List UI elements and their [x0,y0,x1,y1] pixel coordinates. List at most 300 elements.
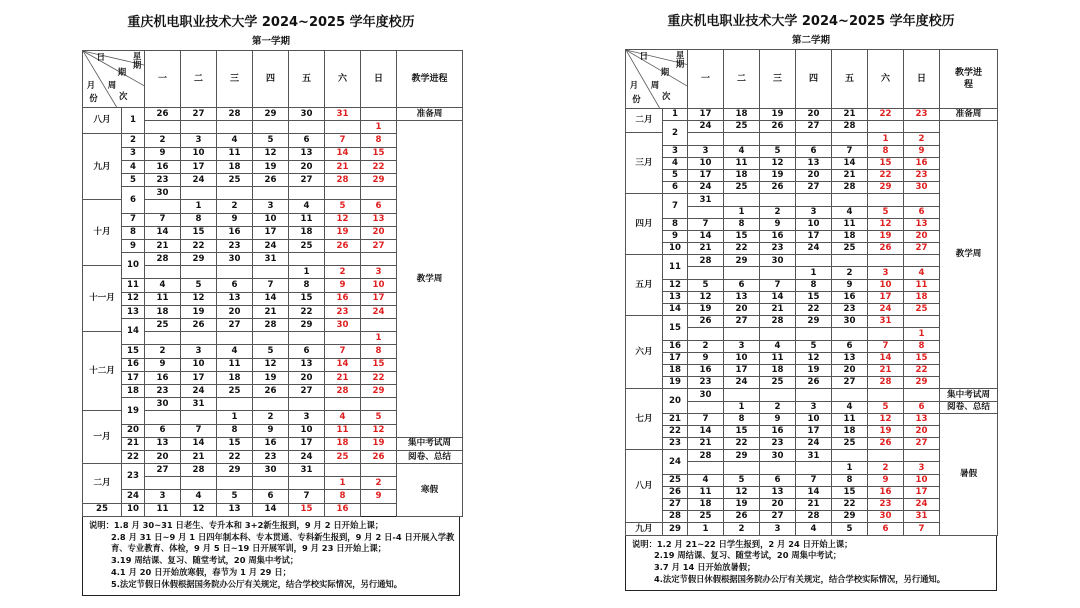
week-number: 24 [663,450,688,474]
day-cell: 5 [253,345,289,358]
day-cell [253,398,289,411]
month-cell: 九月 [626,523,663,535]
day-cell: 17 [181,160,217,173]
day-cell [724,194,760,206]
day-cell: 13 [217,503,253,516]
day-cell: 25 [724,182,760,194]
day-cell: 11 [832,413,868,425]
day-cell: 27 [904,438,940,450]
day-cell: 27 [289,173,325,186]
corner-label-month: 月 [629,79,639,90]
day-cell: 21 [832,169,868,181]
week-number: 16 [663,340,688,352]
day-cell: 13 [904,218,940,230]
week-number: 28 [663,511,688,523]
day-cell [325,464,361,477]
week-number: 24 [122,490,145,503]
day-cell: 20 [904,230,940,242]
day-cell: 17 [724,364,760,376]
day-cell: 14 [760,291,796,303]
day-cell: 17 [868,291,904,303]
day-cell [217,187,253,200]
day-cell: 16 [760,230,796,242]
day-cell [289,332,325,345]
day-cell: 9 [760,413,796,425]
day-cell: 29 [361,384,397,397]
day-cell: 22 [724,438,760,450]
day-cell: 10 [122,503,145,516]
day-cell [796,328,832,340]
day-cell [832,328,868,340]
week-number: 18 [663,364,688,376]
day-cell: 5 [217,490,253,503]
day-cell: 4 [832,206,868,218]
day-cell: 16 [325,503,361,516]
day-cell: 15 [289,292,325,305]
day-cell [760,194,796,206]
day-cell: 12 [868,218,904,230]
corner-header-cell [626,50,688,109]
day-cell: 3 [760,523,796,535]
day-cell: 1 [796,267,832,279]
day-cell: 28 [688,255,724,267]
day-cell [724,389,760,401]
corner-label-term: 期 [660,66,670,77]
day-cell: 4 [832,401,868,413]
progress-cell: 教学周 [397,121,463,438]
day-cell: 1 [724,206,760,218]
day-cell: 21 [688,243,724,255]
day-cell: 10 [361,279,397,292]
day-cell: 12 [688,291,724,303]
day-cell: 5 [325,200,361,213]
day-cell: 7 [904,523,940,535]
day-cell: 20 [832,364,868,376]
day-cell: 15 [181,226,217,239]
day-cell: 30 [868,511,904,523]
day-cell: 20 [796,169,832,181]
day-cell: 5 [688,279,724,291]
day-cell: 25 [325,450,361,463]
day-cell: 3 [145,490,181,503]
day-cell [289,253,325,266]
day-cell: 9 [145,147,181,160]
day-cell [361,319,397,332]
day-cell: 24 [796,438,832,450]
day-cell: 20 [724,304,760,316]
day-cell [832,450,868,462]
day-cell: 17 [181,371,217,384]
day-cell [724,133,760,145]
day-cell: 21 [181,450,217,463]
day-cell [832,194,868,206]
day-cell: 3 [796,206,832,218]
day-cell: 11 [217,147,253,160]
month-cell: 五月 [626,255,663,316]
day-cell: 29 [289,319,325,332]
week-number: 10 [122,253,145,279]
day-cell: 20 [145,450,181,463]
day-cell: 21 [868,364,904,376]
week-number: 3 [122,147,145,160]
day-cell [289,477,325,490]
day-cell: 2 [724,523,760,535]
day-cell: 16 [145,371,181,384]
day-cell: 24 [724,377,760,389]
day-cell: 10 [796,218,832,230]
day-cell: 3 [181,345,217,358]
day-cell [181,477,217,490]
calendar-row [626,121,998,133]
corner-label-day: 日 [96,52,105,63]
progress-header: 教学进程 [397,51,463,108]
day-cell: 11 [145,292,181,305]
day-cell: 19 [181,305,217,318]
calendar-title: 重庆机电职业技术大学 2024~2025 学年度校历 [127,15,415,30]
corner-label-week: 周 [107,79,117,90]
day-cell: 10 [688,157,724,169]
day-cell: 30 [760,255,796,267]
weekday-header: 日 [904,50,940,109]
month-cell: 九月 [83,134,122,200]
day-cell: 19 [760,109,796,121]
note-line: 5.法定节假日休假根据国务院办公厅有关规定，结合学校实际情况，另行通知。 [111,578,403,589]
day-cell: 31 [325,108,361,121]
day-cell: 11 [325,424,361,437]
day-cell: 18 [217,371,253,384]
day-cell: 29 [253,108,289,121]
day-cell: 24 [688,182,724,194]
day-cell: 13 [145,437,181,450]
day-cell [325,121,361,134]
day-cell: 24 [688,121,724,133]
day-cell [361,108,397,121]
week-number: 12 [663,279,688,291]
day-cell: 16 [217,226,253,239]
corner-label-fen: 份 [632,93,641,104]
day-cell: 7 [145,213,181,226]
day-cell: 3 [904,462,940,474]
day-cell: 22 [724,243,760,255]
day-cell: 20 [217,305,253,318]
day-cell: 13 [289,147,325,160]
day-cell: 16 [688,364,724,376]
weekday-header: 二 [724,50,760,109]
day-cell: 7 [796,474,832,486]
day-cell: 30 [145,398,181,411]
day-cell [760,389,796,401]
progress-cell: 教学周 [940,121,998,389]
day-cell: 7 [868,340,904,352]
day-cell: 25 [289,239,325,252]
day-cell [904,316,940,328]
semester-subtitle: 第二学期 [791,35,830,46]
day-cell: 20 [760,499,796,511]
day-cell: 22 [217,450,253,463]
day-cell [868,255,904,267]
day-cell: 13 [796,157,832,169]
corner-label-ci: 次 [661,91,671,102]
day-cell [325,398,361,411]
day-cell: 1 [361,121,397,134]
corner-label-week: 周 [650,79,660,90]
month-cell: 八月 [626,450,663,523]
note-line: 说明：1.8 月 30~31 日老生、专升本和 3+2新生报到，9 月 2 日开始上课； [89,519,384,530]
day-cell: 7 [181,424,217,437]
calendar-row [83,464,463,477]
day-cell: 3 [724,340,760,352]
day-cell: 5 [724,474,760,486]
progress-cell: 准备周 [940,109,998,121]
day-cell: 4 [217,134,253,147]
day-cell: 22 [868,109,904,121]
day-cell [796,389,832,401]
week-number: 12 [122,292,145,305]
day-cell [145,121,181,134]
day-cell: 2 [361,477,397,490]
day-cell: 5 [760,145,796,157]
day-cell: 27 [289,384,325,397]
day-cell: 31 [904,511,940,523]
day-cell: 21 [688,438,724,450]
day-cell [688,267,724,279]
day-cell: 15 [832,486,868,498]
day-cell: 15 [904,352,940,364]
day-cell: 23 [868,499,904,511]
week-number: 6 [663,182,688,194]
day-cell: 25 [760,377,796,389]
day-cell [145,332,181,345]
week-number: 20 [663,389,688,413]
day-cell: 31 [289,464,325,477]
day-cell: 30 [904,182,940,194]
day-cell: 26 [325,239,361,252]
day-cell: 16 [760,425,796,437]
day-cell [217,332,253,345]
day-cell: 15 [868,157,904,169]
day-cell: 23 [832,304,868,316]
calendar-row [83,108,463,121]
day-cell: 4 [760,340,796,352]
day-cell: 13 [289,358,325,371]
day-cell: 19 [868,230,904,242]
week-number: 14 [663,304,688,316]
month-cell: 六月 [626,316,663,389]
day-cell: 9 [361,490,397,503]
calendar-row [83,450,463,463]
day-cell: 23 [904,109,940,121]
day-cell: 13 [361,213,397,226]
calendar-row [626,413,998,425]
day-cell [832,389,868,401]
day-cell [868,389,904,401]
day-cell: 3 [796,401,832,413]
month-cell: 八月 [83,108,122,134]
day-cell: 21 [145,239,181,252]
day-cell: 24 [181,384,217,397]
day-cell: 2 [145,134,181,147]
calendar-row [626,109,998,121]
day-cell: 18 [832,230,868,242]
day-cell: 16 [832,291,868,303]
day-cell: 27 [904,243,940,255]
day-cell: 9 [688,352,724,364]
day-cell: 27 [361,239,397,252]
day-cell: 26 [181,319,217,332]
week-number: 7 [122,213,145,226]
day-cell: 28 [325,173,361,186]
day-cell: 3 [253,200,289,213]
day-cell: 13 [760,486,796,498]
day-cell: 18 [724,169,760,181]
day-cell: 24 [181,173,217,186]
day-cell: 22 [289,305,325,318]
day-cell: 6 [796,145,832,157]
day-cell: 9 [868,474,904,486]
day-cell: 31 [253,253,289,266]
day-cell: 27 [796,182,832,194]
progress-cell: 准备周 [397,108,463,121]
month-cell: 十月 [83,200,122,266]
day-cell: 28 [796,511,832,523]
day-cell: 11 [832,218,868,230]
day-cell: 19 [253,371,289,384]
day-cell: 8 [724,218,760,230]
day-cell: 30 [253,464,289,477]
day-cell [832,133,868,145]
day-cell: 4 [724,145,760,157]
weekday-header: 四 [796,50,832,109]
calendar-title: 重庆机电职业技术大学 2024~2025 学年度校历 [667,14,955,29]
day-cell: 18 [760,364,796,376]
day-cell: 29 [868,182,904,194]
day-cell: 14 [325,147,361,160]
day-cell: 11 [217,358,253,371]
day-cell: 15 [724,230,760,242]
day-cell [361,398,397,411]
day-cell: 28 [832,182,868,194]
day-cell: 2 [868,462,904,474]
day-cell: 14 [868,352,904,364]
day-cell: 7 [832,145,868,157]
day-cell: 26 [760,182,796,194]
day-cell: 2 [253,411,289,424]
day-cell: 12 [796,352,832,364]
day-cell: 28 [760,316,796,328]
header-row [83,51,463,108]
note-line: 3.7 月 14 日开始放暑假； [654,562,756,573]
day-cell: 22 [796,304,832,316]
day-cell: 28 [688,450,724,462]
day-cell: 20 [361,226,397,239]
week-number: 20 [122,424,145,437]
day-cell [145,200,181,213]
day-cell [688,328,724,340]
day-cell: 5 [181,279,217,292]
day-cell: 16 [253,437,289,450]
day-cell: 31 [181,398,217,411]
day-cell: 12 [724,486,760,498]
weekday-header: 五 [832,50,868,109]
day-cell [760,133,796,145]
calendar-table [625,49,998,536]
day-cell: 2 [760,401,796,413]
day-cell: 4 [145,279,181,292]
day-cell: 8 [796,279,832,291]
day-cell: 16 [904,157,940,169]
day-cell: 18 [325,437,361,450]
calendar-notes [625,536,997,591]
day-cell [868,328,904,340]
day-cell: 1 [181,200,217,213]
day-cell: 17 [289,437,325,450]
day-cell [289,121,325,134]
day-cell [724,462,760,474]
week-number: 27 [663,499,688,511]
day-cell [253,121,289,134]
day-cell: 25 [145,319,181,332]
day-cell: 29 [724,255,760,267]
day-cell: 20 [796,109,832,121]
day-cell [253,477,289,490]
weekday-header: 一 [145,51,181,108]
day-cell: 5 [832,523,868,535]
day-cell [760,267,796,279]
day-cell: 5 [868,206,904,218]
calendar-notes [82,517,460,596]
note-line: 4.1 月 20 日开始放寒假，春节为 1 月 29 日； [111,566,291,577]
day-cell: 31 [796,450,832,462]
day-cell: 25 [688,511,724,523]
day-cell: 10 [289,424,325,437]
day-cell: 10 [724,352,760,364]
week-number: 26 [663,486,688,498]
day-cell: 23 [145,384,181,397]
day-cell [724,267,760,279]
week-number: 11 [122,279,145,292]
week-number: 7 [663,194,688,218]
day-cell: 2 [217,200,253,213]
day-cell: 17 [688,169,724,181]
day-cell: 19 [253,160,289,173]
corner-label-month: 月 [86,79,96,90]
day-cell: 13 [832,352,868,364]
day-cell: 14 [253,503,289,516]
day-cell: 12 [181,503,217,516]
day-cell: 10 [181,147,217,160]
day-cell [145,477,181,490]
day-cell: 26 [253,173,289,186]
week-number: 22 [663,425,688,437]
day-cell [904,121,940,133]
progress-cell: 寒假 [397,464,463,517]
day-cell: 6 [361,200,397,213]
day-cell: 2 [904,133,940,145]
day-cell: 8 [832,474,868,486]
day-cell: 8 [868,145,904,157]
day-cell: 6 [253,490,289,503]
day-cell: 22 [868,169,904,181]
day-cell: 18 [145,305,181,318]
day-cell: 30 [217,253,253,266]
weekday-header: 四 [253,51,289,108]
day-cell: 12 [253,147,289,160]
day-cell: 30 [325,319,361,332]
day-cell: 6 [145,424,181,437]
day-cell: 2 [760,206,796,218]
semester-subtitle: 第一学期 [251,36,290,47]
day-cell: 23 [217,239,253,252]
